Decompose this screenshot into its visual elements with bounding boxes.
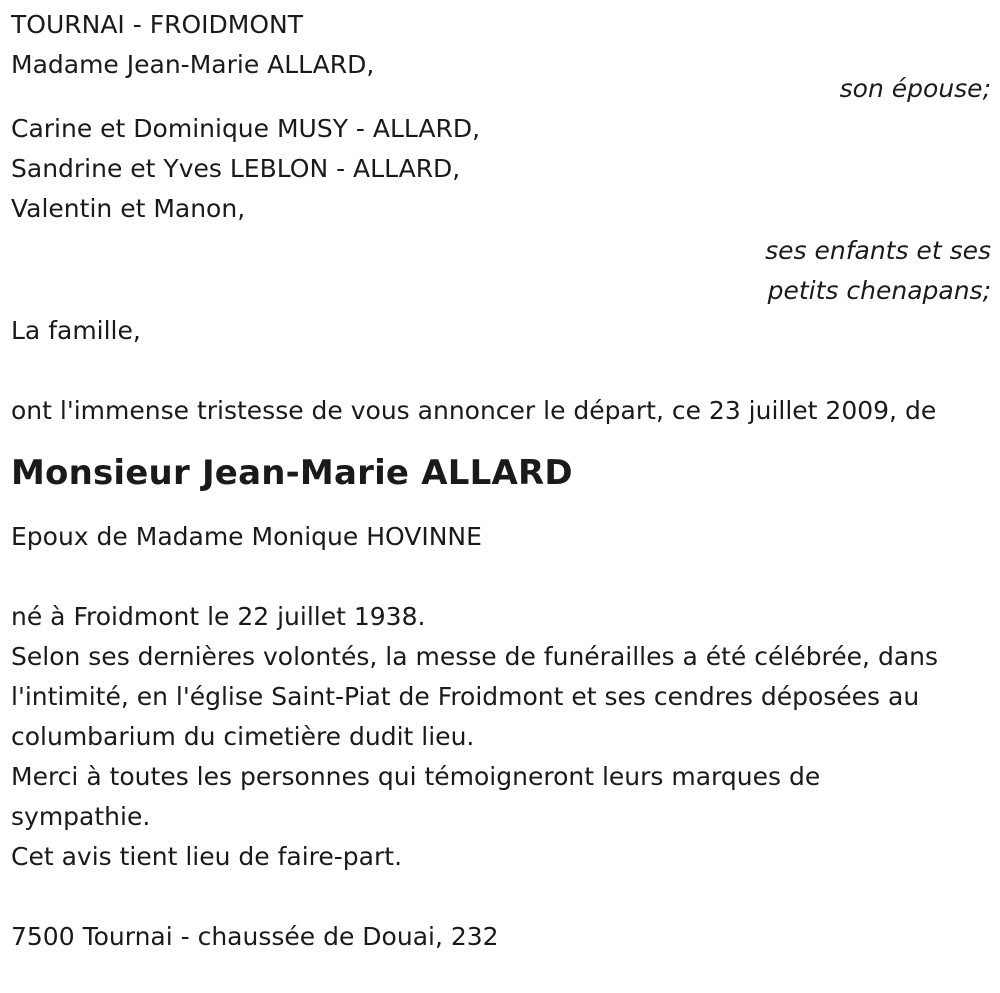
funeral-text: l'intimité, en l'église Saint-Piat de Froidmont et ses cendres déposées au [11, 682, 920, 711]
location-heading: TOURNAI - FROIDMONT [11, 10, 303, 39]
children-role: ses enfants et ses [765, 236, 991, 265]
child-line: Carine et Dominique MUSY - ALLARD, [11, 114, 481, 143]
thanks-text: Merci à toutes les personnes qui témoigneront leurs marques de [11, 762, 821, 791]
announcement-text: ont l'immense tristesse de vous annoncer le départ, ce 23 juillet 2009, de [11, 396, 937, 425]
address-line: 7500 Tournai - chaussée de Douai, 232 [11, 922, 499, 951]
children-role: petits chenapans; [767, 276, 991, 305]
spouse-role: son épouse; [839, 74, 991, 103]
child-line: Valentin et Manon, [11, 194, 246, 223]
birth-line: né à Froidmont le 22 juillet 1938. [11, 602, 426, 631]
spouse-name: Madame Jean-Marie ALLARD, [11, 50, 375, 79]
funeral-text: columbarium du cimetière dudit lieu. [11, 722, 475, 751]
deceased-spouse: Epoux de Madame Monique HOVINNE [11, 522, 482, 551]
deceased-name: Monsieur Jean-Marie ALLARD [11, 453, 573, 493]
obituary-notice [11, 5, 991, 957]
thanks-text: sympathie. [11, 802, 151, 831]
family-line: La famille, [11, 316, 141, 345]
funeral-text: Selon ses dernières volontés, la messe de funérailles a été célébrée, dans [11, 642, 939, 671]
child-line: Sandrine et Yves LEBLON - ALLARD, [11, 154, 461, 183]
notice-text: Cet avis tient lieu de faire-part. [11, 842, 403, 871]
